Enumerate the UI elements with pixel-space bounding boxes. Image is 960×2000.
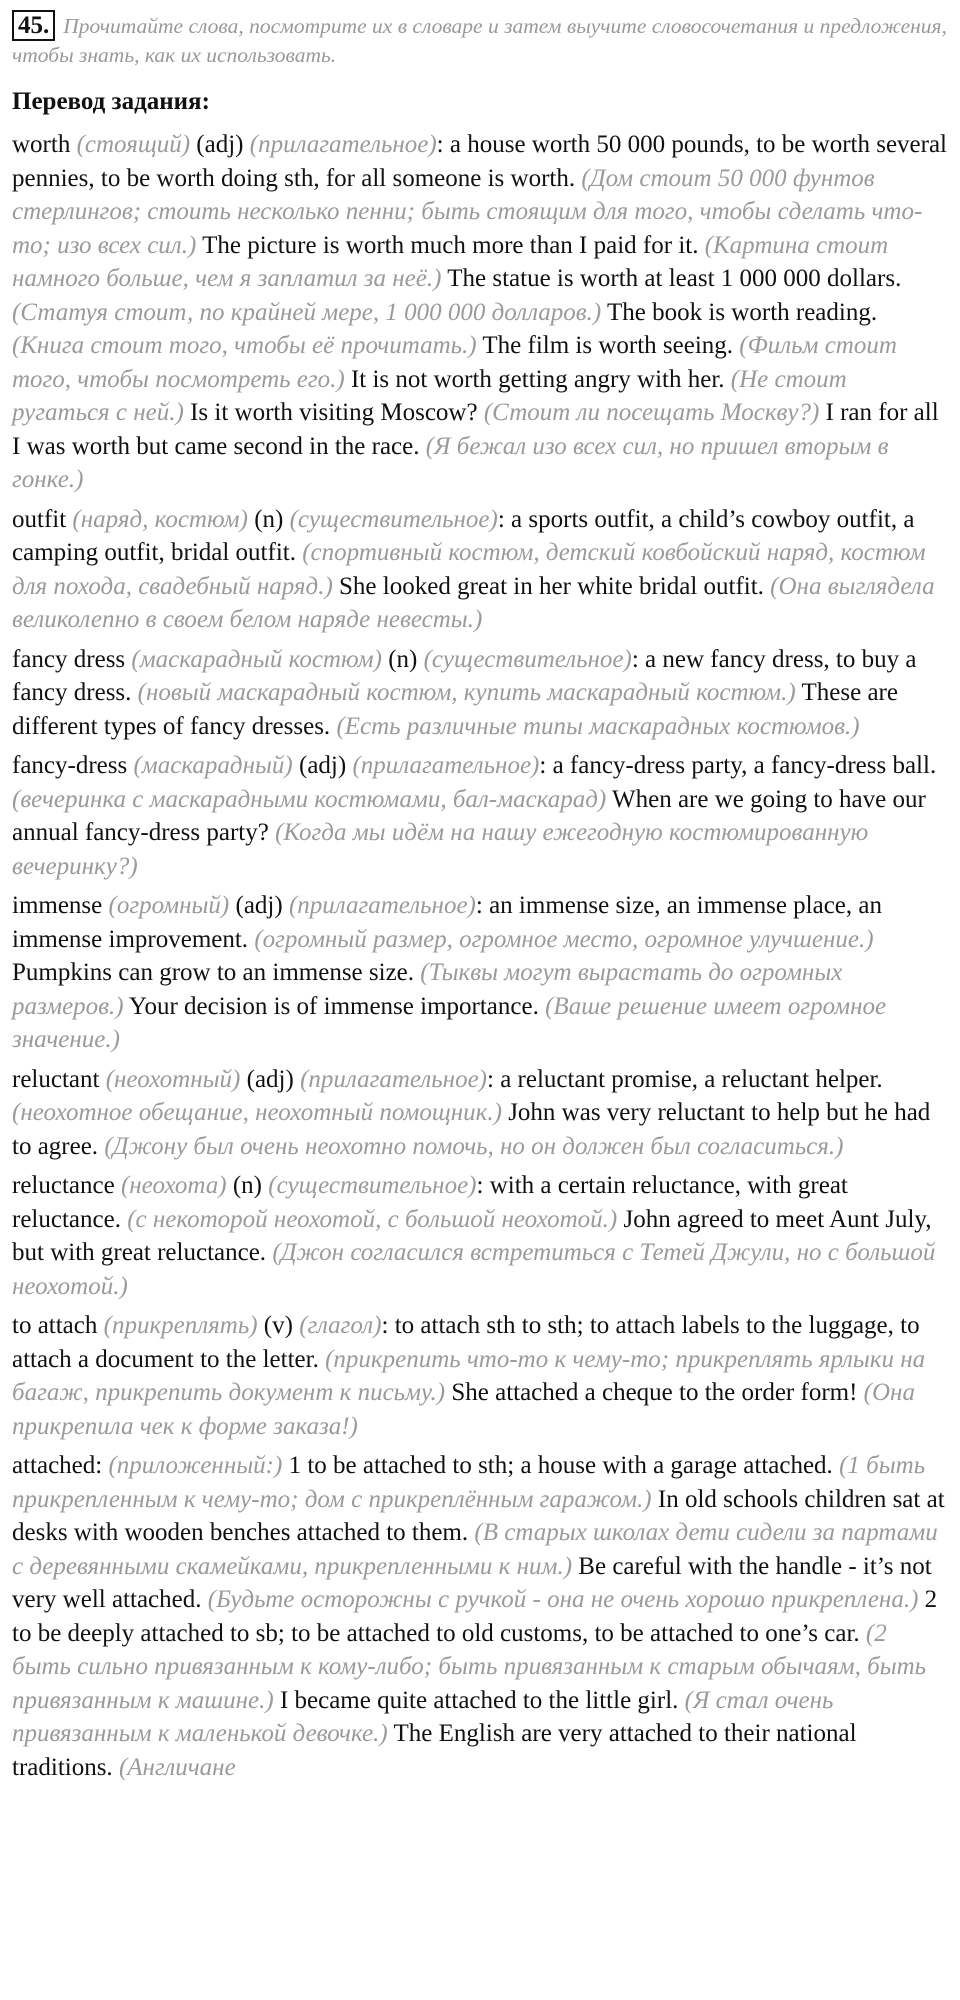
translation-text: (Статуя стоит, по крайней мере, 1 000 000 долларов.)	[12, 298, 602, 326]
english-text: She looked great in her white bridal outfit.	[332, 572, 771, 600]
english-text: 2 to be deeply attached to sb; to be attached to old customs, to be attached to one’s car.	[12, 1586, 938, 1647]
english-text: reluctant	[12, 1065, 106, 1093]
english-text: worth	[12, 131, 77, 158]
translation-text: (Джон согласился встретиться с Тетей Джули, но с большой неохотой.)	[12, 1239, 936, 1300]
english-text: : a house worth 50 000 pounds, to be worth several pennies, to be worth doing sth, for all someone is worth.	[12, 131, 947, 192]
english-text: immense	[12, 892, 109, 919]
translation-text: (маскарадный костюм)	[131, 645, 382, 673]
translation-text: (Не стоит ругаться с ней.)	[12, 365, 847, 426]
translation-text: (с некоторой неохотой, с большой неохотой.)	[127, 1205, 618, 1233]
translation-text: (Стоит ли посещать Москву?)	[483, 399, 820, 426]
english-text: I ran for all I was worth but came second in the race.	[12, 399, 939, 460]
translation-text: (спортивный костюм, детский ковбойский наряд, костюм для похода, свадебный наряд.)	[12, 539, 926, 600]
translation-text: (прилагательное)	[300, 1065, 488, 1093]
english-text: In old schools children sat at desks with wooden benches attached to them.	[12, 1485, 945, 1546]
english-text: (n)	[381, 645, 424, 673]
entry-attached	[12, 1449, 950, 1784]
english-text: : to attach sth to sth; to attach labels to the luggage, to attach a document to the letter.	[12, 1312, 920, 1373]
english-text: : an immense size, an immense place, an immense improvement.	[12, 892, 882, 953]
translation-text: (неохота)	[120, 1172, 227, 1199]
entry-outfit	[12, 503, 950, 637]
task-instruction	[12, 10, 950, 70]
english-text: to attach	[12, 1312, 104, 1339]
english-text: Your decision is of immense importance.	[123, 992, 546, 1020]
english-text: attached:	[12, 1452, 109, 1479]
translation-text: (Я стал очень привязанным к маленькой девочке.)	[12, 1686, 834, 1747]
translation-text: (существительное)	[268, 1172, 477, 1199]
translation-text: (существительное)	[289, 505, 498, 533]
translation-text: (наряд, костюм)	[72, 505, 248, 533]
english-text: The film is worth seeing.	[476, 332, 740, 359]
translation-text: (Фильм стоит того, чтобы посмотреть его.)	[12, 332, 897, 393]
english-text: : a fancy-dress party, a fancy-dress ball.	[539, 752, 937, 779]
translation-text: (Когда мы идём на нашу ежегодную костюмированную вечеринку?)	[12, 819, 869, 880]
translation-text: (прилагательное)	[288, 892, 476, 919]
english-text: She attached a cheque to the order form!	[445, 1379, 864, 1406]
translation-text: (Я бежал изо всех сил, но пришел вторым в гонке.)	[12, 432, 889, 493]
english-text: (adj)	[292, 752, 353, 779]
translation-text: (Англичане	[118, 1753, 236, 1781]
english-text: fancy-dress	[12, 752, 134, 779]
translation-text: (Будьте осторожны с ручкой - она не очень хорошо прикреплена.)	[207, 1586, 919, 1613]
english-text: (n)	[226, 1172, 269, 1199]
english-text: : with a certain reluctance, with great reluctance.	[12, 1172, 848, 1233]
english-text: The statue is worth at least 1 000 000 dollars.	[441, 265, 902, 292]
entry-worth	[12, 128, 950, 497]
translation-text: (прикреплять)	[103, 1312, 258, 1339]
english-text: (n)	[247, 505, 290, 533]
english-text: The book is worth reading.	[601, 298, 878, 326]
english-text: (adj)	[240, 1065, 301, 1093]
translation-text: (огромный)	[108, 892, 230, 919]
translation-text: (Картина стоит намного больше, чем я заплатил за неё.)	[12, 231, 889, 292]
english-text: Is it worth visiting Moscow?	[183, 399, 484, 426]
english-text: : a new fancy dress, to buy a fancy dress.	[12, 645, 917, 706]
english-text: I became quite attached to the little girl.	[273, 1686, 685, 1714]
english-text: (adj)	[190, 131, 250, 158]
english-text: reluctance	[12, 1172, 121, 1199]
english-text: The English are very attached to their national traditions.	[12, 1720, 857, 1781]
english-text: : a reluctant promise, a reluctant helper.	[487, 1065, 883, 1093]
translation-text: (глагол)	[299, 1312, 382, 1339]
translation-text: (существительное)	[423, 645, 632, 673]
translation-text: (приложенный:)	[108, 1452, 283, 1479]
vocabulary-list	[12, 128, 950, 1790]
section-heading: Перевод задания:	[12, 88, 210, 115]
english-text: Be careful with the handle - it’s not very well attached.	[12, 1552, 932, 1613]
translation-text: (В старых школах дети сидели за партами с деревянными скамейками, прикрепленными к ним.)	[12, 1519, 938, 1580]
translation-text: (Есть различные типы маскарадных костюмов.)	[336, 712, 860, 740]
entry-reluctance	[12, 1169, 950, 1303]
english-text: John agreed to meet Aunt July, but with great reluctance.	[12, 1205, 932, 1266]
translation-text: (прилагательное)	[249, 131, 437, 158]
translation-text: (Джону был очень неохотно помочь, но он должен был согласиться.)	[104, 1132, 844, 1160]
translation-text: (новый маскарадный костюм, купить маскарадный костюм.)	[137, 679, 796, 706]
entry-reluctant	[12, 1063, 950, 1164]
task-number: 45.	[12, 10, 55, 41]
entry-fancy-dress-noun	[12, 643, 950, 744]
english-text: : a sports outfit, a child’s cowboy outfit, a camping outfit, bridal outfit.	[12, 505, 915, 566]
english-text: 1 to be attached to sth; a house with a garage attached.	[282, 1452, 840, 1479]
translation-text: (1 быть прикрепленным к чему-то; дом с прикреплённым гаражом.)	[12, 1452, 926, 1513]
translation-text: (стоящий)	[76, 131, 191, 158]
english-text: outfit	[12, 505, 73, 533]
translation-text: (Она прикрепила чек к форме заказа!)	[12, 1379, 915, 1440]
translation-text: (Ваше решение имеет огромное значение.)	[12, 992, 887, 1053]
english-text: When are we going to have our annual fancy-dress party?	[12, 785, 926, 846]
english-text: John was very reluctant to help but he had to agree.	[12, 1099, 931, 1160]
english-text: Pumpkins can grow to an immense size.	[12, 959, 421, 986]
entry-to-attach	[12, 1309, 950, 1443]
entry-fancy-dress-adj	[12, 749, 950, 883]
english-text: It is not worth getting angry with her.	[344, 365, 731, 393]
translation-text: (огромный размер, огромное место, огромное улучшение.)	[254, 925, 874, 953]
translation-text: (неохотный)	[105, 1065, 241, 1093]
translation-text: (Тыквы могут вырастать до огромных размеров.)	[12, 959, 843, 1020]
translation-text: (Дом стоит 50 000 фунтов стерлингов; стоить несколько пенни; быть стоящим для того, чтобы сделать что-то; изо всех сил.)	[12, 164, 923, 259]
translation-text: (Она выглядела великолепно в своем белом наряде невесты.)	[12, 572, 935, 633]
task-text: Прочитайте слова, посмотрите их в словаре и затем выучите словосочетания и предложения, чтобы знать, как их использовать.	[12, 14, 947, 67]
translation-text: (2 быть сильно привязанным к кому-либо; быть привязанным к старым обычаям, быть привязанным к машине.)	[12, 1619, 927, 1714]
translation-text: (прикрепить что-то к чему-то; прикреплять ярлыки на багаж, прикрепить документ к письму.)	[12, 1345, 926, 1406]
english-text: (adj)	[229, 892, 289, 919]
translation-text: (прилагательное)	[352, 752, 540, 779]
translation-text: (неохотное обещание, неохотный помощник.)	[12, 1099, 502, 1126]
translation-text: (маскарадный)	[133, 752, 293, 779]
entry-immense	[12, 889, 950, 1057]
english-text: The picture is worth much more than I paid for it.	[196, 231, 705, 259]
english-text: These are different types of fancy dresses.	[12, 679, 898, 740]
english-text: fancy dress	[12, 645, 132, 673]
translation-text: (вечеринка с маскарадными костюмами, бал-маскарад)	[12, 785, 607, 813]
translation-text: (Книга стоит того, чтобы её прочитать.)	[12, 332, 477, 359]
english-text: (v)	[257, 1312, 300, 1339]
